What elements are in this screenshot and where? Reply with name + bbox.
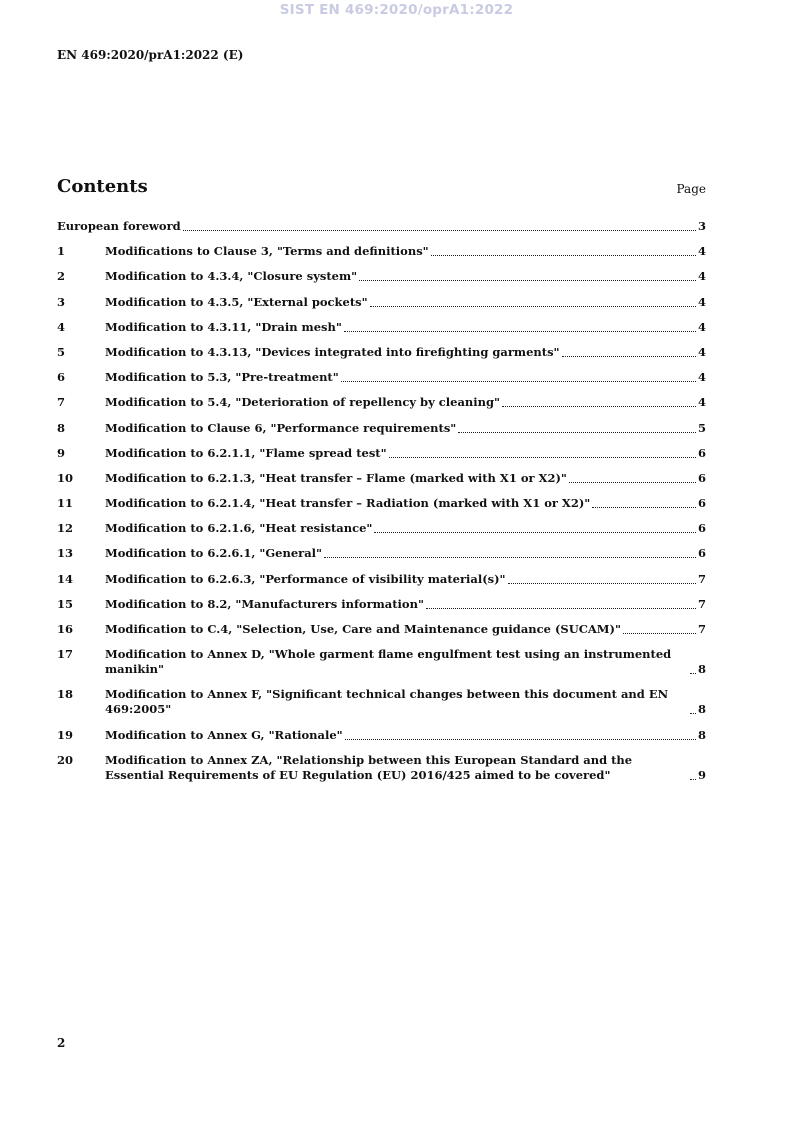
toc-entry[interactable] xyxy=(57,622,706,637)
toc-entry-page: 4 xyxy=(697,344,706,359)
toc-entry-page: 6 xyxy=(697,521,706,536)
toc-dot-leader xyxy=(431,255,696,256)
watermark: SIST EN 469:2020/oprA1:2022 xyxy=(279,2,514,18)
toc-entry-page: 7 xyxy=(697,596,706,611)
toc-entry-number: 14 xyxy=(57,571,74,586)
toc-entry-number: 2 xyxy=(57,269,66,284)
toc-entry-number: 5 xyxy=(57,344,66,359)
toc-entry[interactable] xyxy=(57,395,706,410)
toc-entry-title: Modification to 6.2.1.1, "Flame spread test" xyxy=(105,445,387,460)
toc-dot-leader xyxy=(341,381,696,382)
toc-entry-title: Modification to Clause 6, "Performance requirements" xyxy=(105,420,457,435)
toc-entry-number: 16 xyxy=(57,622,74,636)
toc-entry-number: 15 xyxy=(57,596,74,611)
toc-entry-page: 4 xyxy=(697,395,706,410)
toc-entry-title: European foreword xyxy=(57,219,181,233)
toc-entry-page: 7 xyxy=(697,571,706,586)
toc-entry-number: 13 xyxy=(57,546,74,561)
toc-dot-leader xyxy=(623,633,696,634)
toc-entry-page: 6 xyxy=(697,470,706,485)
toc-entry[interactable] xyxy=(57,687,706,717)
contents-title: Contents xyxy=(57,176,148,197)
toc-dot-leader xyxy=(690,779,696,780)
toc-dot-leader xyxy=(183,230,696,231)
toc-entry-title: Modification to 6.2.1.3, "Heat transfer – Flame (marked with X1 or X2)" xyxy=(105,470,567,485)
toc-entry-title: Modification to Annex G, "Rationale" xyxy=(105,727,343,742)
toc-entry[interactable] xyxy=(57,345,706,360)
toc-entry-page: 6 xyxy=(697,445,706,460)
toc-entry-page: 7 xyxy=(697,622,706,636)
toc-entry[interactable] xyxy=(57,471,706,486)
toc-entry[interactable] xyxy=(57,320,706,335)
toc-entry-title: Modification to 4.3.13, "Devices integrated into firefighting garments" xyxy=(105,344,560,359)
toc-dot-leader xyxy=(345,739,696,740)
toc-dot-leader xyxy=(324,557,696,558)
toc-entry-title: Modification to 6.2.6.1, "General" xyxy=(105,546,323,561)
toc-entry-title: Modification to 8.2, "Manufacturers information" xyxy=(105,596,424,611)
toc-entry-number: 18 xyxy=(57,687,74,702)
toc-entry-page: 4 xyxy=(697,294,706,309)
page-column-label: Page xyxy=(676,182,706,196)
toc-entry[interactable] xyxy=(57,269,706,284)
toc-entry-page: 3 xyxy=(697,219,706,233)
page-number: 2 xyxy=(57,1036,66,1050)
toc-entry-number: 10 xyxy=(57,470,74,485)
toc-entry-title: Modification to 5.3, "Pre-treatment" xyxy=(105,370,339,385)
toc-entry-title: Modification to 4.3.5, "External pockets" xyxy=(105,294,368,309)
document-id: EN 469:2020/prA1:2022 (E) xyxy=(57,48,244,62)
toc-entry[interactable] xyxy=(57,370,706,385)
toc-entry[interactable] xyxy=(57,496,706,511)
toc-entry[interactable] xyxy=(57,572,706,587)
toc-entry[interactable] xyxy=(57,597,706,612)
toc-dot-leader xyxy=(592,507,696,508)
table-of-contents xyxy=(57,219,706,793)
toc-entry-page: 4 xyxy=(697,244,706,259)
toc-entry-title: Modification to 5.4, "Deterioration of repellency by cleaning" xyxy=(105,395,501,410)
toc-entry-number: 8 xyxy=(57,420,66,435)
toc-entry[interactable] xyxy=(57,446,706,461)
toc-entry-page: 8 xyxy=(697,702,706,717)
toc-entry[interactable] xyxy=(57,647,706,677)
toc-entry[interactable] xyxy=(57,219,706,234)
toc-entry-page: 4 xyxy=(697,370,706,385)
toc-entry-page: 9 xyxy=(697,767,706,782)
toc-entry-page: 6 xyxy=(697,496,706,511)
toc-entry-number: 1 xyxy=(57,244,66,259)
toc-entry-title: Modification to 6.2.1.4, "Heat transfer – Radiation (marked with X1 or X2)" xyxy=(105,496,591,511)
toc-entry-number: 20 xyxy=(57,752,74,767)
contents-header xyxy=(57,176,706,197)
toc-entry-page: 4 xyxy=(697,319,706,334)
toc-entry-title: Modification to Annex ZA, "Relationship between this European Standard and the Essential Requirements of EU Regulation (EU) 2016/425 aimed to be covered" xyxy=(105,752,633,782)
toc-entry-number: 12 xyxy=(57,521,74,536)
toc-entry-title: Modification to Annex F, "Significant technical changes between this document and EN 469:2005" xyxy=(105,687,669,717)
toc-entry[interactable] xyxy=(57,753,706,783)
toc-entry-title: Modification to Annex D, "Whole garment flame engulfment test using an instrumented manikin" xyxy=(105,647,672,677)
toc-entry-title: Modification to 4.3.11, "Drain mesh" xyxy=(105,319,342,334)
toc-entry[interactable] xyxy=(57,421,706,436)
toc-entry-page: 5 xyxy=(697,420,706,435)
toc-entry-title: Modification to 6.2.1.6, "Heat resistance" xyxy=(105,521,373,536)
toc-entry-number: 4 xyxy=(57,319,66,334)
toc-entry-title: Modifications to Clause 3, "Terms and definitions" xyxy=(105,244,429,259)
toc-dot-leader xyxy=(370,306,696,307)
toc-entry[interactable] xyxy=(57,521,706,536)
toc-entry-page: 8 xyxy=(697,662,706,677)
toc-entry-title: Modification to 6.2.6.3, "Performance of visibility material(s)" xyxy=(105,571,506,586)
toc-entry-number: 11 xyxy=(57,496,74,511)
toc-entry[interactable] xyxy=(57,244,706,259)
toc-entry-number: 17 xyxy=(57,647,74,662)
toc-entry[interactable] xyxy=(57,295,706,310)
toc-entry-number: 19 xyxy=(57,727,74,742)
toc-entry-page: 4 xyxy=(697,269,706,284)
toc-entry-number: 7 xyxy=(57,395,66,410)
toc-dot-leader xyxy=(690,713,696,714)
toc-entry[interactable] xyxy=(57,546,706,561)
toc-entry-number: 3 xyxy=(57,294,66,309)
toc-dot-leader xyxy=(569,482,696,483)
toc-dot-leader xyxy=(389,457,696,458)
toc-dot-leader xyxy=(690,673,696,674)
toc-entry-number: 6 xyxy=(57,370,66,385)
toc-entry-title: Modification to C.4, "Selection, Use, Care and Maintenance guidance (SUCAM)" xyxy=(105,622,621,636)
toc-dot-leader xyxy=(426,608,696,609)
toc-entry[interactable] xyxy=(57,728,706,743)
toc-dot-leader xyxy=(502,406,696,407)
toc-dot-leader xyxy=(359,280,696,281)
toc-entry-page: 8 xyxy=(697,727,706,742)
toc-dot-leader xyxy=(374,532,696,533)
toc-entry-number: 9 xyxy=(57,445,66,460)
toc-dot-leader xyxy=(344,331,696,332)
toc-entry-page: 6 xyxy=(697,546,706,561)
toc-dot-leader xyxy=(508,583,696,584)
toc-dot-leader xyxy=(458,432,696,433)
toc-entry-title: Modification to 4.3.4, "Closure system" xyxy=(105,269,358,284)
toc-dot-leader xyxy=(562,356,696,357)
